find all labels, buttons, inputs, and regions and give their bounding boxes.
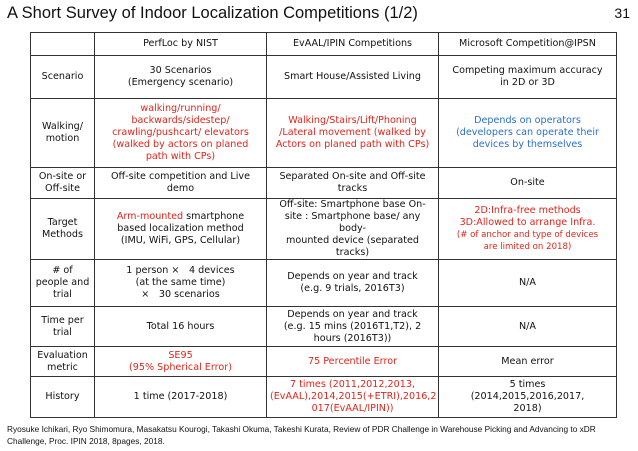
header-cell-perfloc: PerfLoc by NIST bbox=[95, 33, 267, 56]
table-row-history bbox=[31, 377, 617, 418]
table-cell: 1 person × 4 devices (at the same time) × 30 scenarios bbox=[95, 260, 267, 307]
table-cell: N/A bbox=[439, 307, 617, 347]
table-cell: 30 Scenarios (Emergency scenario) bbox=[95, 56, 267, 99]
slide-title: A Short Survey of Indoor Localization Competitions (1/2) bbox=[7, 4, 418, 22]
table-cell: Smart House/Assisted Living bbox=[267, 56, 439, 99]
row-header-scenario: Scenario bbox=[31, 56, 95, 99]
citation-footer: Ryosuke Ichikari, Ryo Shimomura, Masakatsu Kourogi, Takashi Okuma, Takeshi Kurata, Review of PDR Challenge in Warehouse Picking and Advancing to xDR Challenge, Proc. IPIN 2018, 8pages, 2018. bbox=[7, 424, 596, 446]
table-cell: N/A bbox=[439, 260, 617, 307]
table-cell bbox=[439, 199, 617, 260]
table-cell: walking/running/ backwards/sidestep/ crawling/pushcart/ elevators (walked by actors on planed path with CPs) bbox=[95, 99, 267, 168]
table-cell: Walking/Stairs/Lift/Phoning /Lateral movement (walked by Actors on planed path with CPs) bbox=[267, 99, 439, 168]
row-header-onsite: On-site or Off-site bbox=[31, 168, 95, 199]
arm-mounted-text: Arm-mounted bbox=[116, 211, 184, 222]
table-header-row bbox=[31, 33, 617, 56]
row-header-history: History bbox=[31, 377, 95, 418]
table-cell: Total 16 hours bbox=[95, 307, 267, 347]
table-cell: SE95 (95% Spherical Error) bbox=[95, 347, 267, 377]
table-cell: On-site bbox=[439, 168, 617, 199]
table-cell: 75 Percentile Error bbox=[267, 347, 439, 377]
table-cell: 1 time (2017-2018) bbox=[95, 377, 267, 418]
method-text: smartphone based localization method (IMU, WiFi, GPS, Cellular) bbox=[117, 211, 245, 246]
header-cell-evaal: EvAAL/IPIN Competitions bbox=[267, 33, 439, 56]
table-cell: 5 times (2014,2015,2016,2017, 2018) bbox=[439, 377, 617, 418]
page-number: 31 bbox=[614, 5, 630, 21]
table-row-scenario bbox=[31, 56, 617, 99]
row-header-walking: Walking/ motion bbox=[31, 99, 95, 168]
table-row-walking bbox=[31, 99, 617, 168]
table-cell: Depends on year and track (e.g. 9 trials, 2016T3) bbox=[267, 260, 439, 307]
table-cell: Depends on year and track (e.g. 15 mins (2016T1,T2), 2 hours (2016T3)) bbox=[267, 307, 439, 347]
table-row-time-per-trial bbox=[31, 307, 617, 347]
header-cell-microsoft: Microsoft Competition@IPSN bbox=[439, 33, 617, 56]
anchor-limit-text: (# of anchor and type of devices are limited on 2018) bbox=[456, 230, 599, 252]
table-row-target-methods bbox=[31, 199, 617, 260]
header-cell-empty bbox=[31, 33, 95, 56]
table-cell: Mean error bbox=[439, 347, 617, 377]
table-cell: Separated On-site and Off-site tracks bbox=[267, 168, 439, 199]
table-cell: Competing maximum accuracy in 2D or 3D bbox=[439, 56, 617, 99]
infra-methods-text: 2D:Infra-free methods 3D:Allowed to arrange Infra. bbox=[459, 205, 596, 228]
table-cell: Off-site: Smartphone base On- site : Smartphone base/ any body- mounted device (separated tracks) bbox=[267, 199, 439, 260]
table-cell bbox=[95, 199, 267, 260]
table-cell: 7 times (2011,2012,2013, (EvAAL),2014,2015(+ETRI),2016,2 017(EvAAL/IPIN)) bbox=[267, 377, 439, 418]
table-row-people-trial bbox=[31, 260, 617, 307]
row-header-time-per-trial: Time per trial bbox=[31, 307, 95, 347]
table-row-evaluation-metric bbox=[31, 347, 617, 377]
table-cell: Depends on operators (developers can operate their devices by themselves bbox=[439, 99, 617, 168]
table-row-onsite bbox=[31, 168, 617, 199]
table-cell: Off-site competition and Live demo bbox=[95, 168, 267, 199]
row-header-people-trial: # of people and trial bbox=[31, 260, 95, 307]
row-header-target-methods: Target Methods bbox=[31, 199, 95, 260]
row-header-evaluation-metric: Evaluation metric bbox=[31, 347, 95, 377]
comparison-table bbox=[30, 32, 617, 418]
